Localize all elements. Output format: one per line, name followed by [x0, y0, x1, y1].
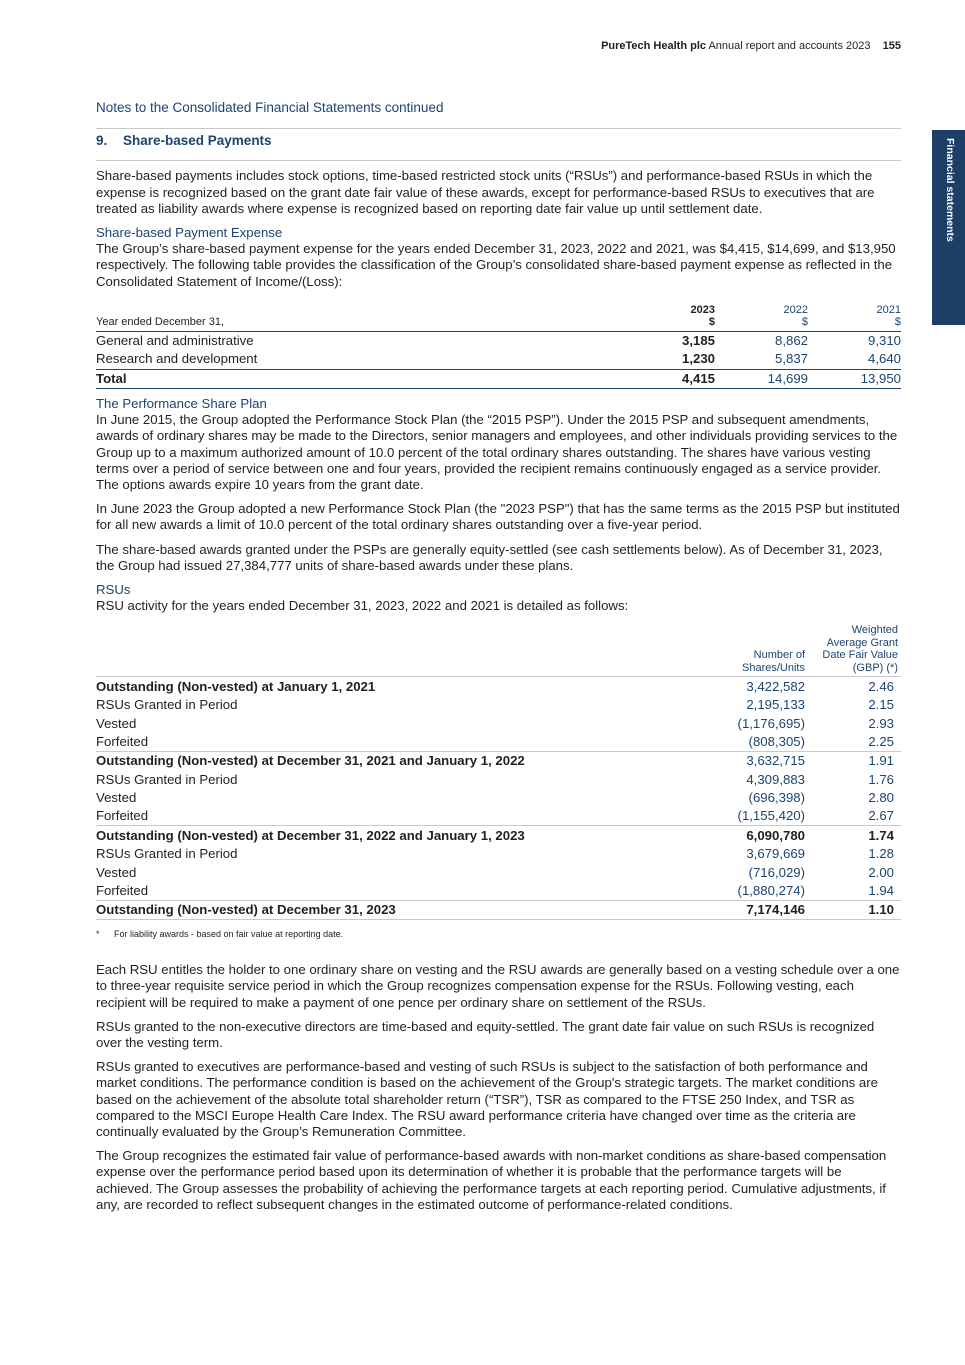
cell-2022: 8,862 — [774, 332, 808, 348]
row-label: RSUs Granted in Period — [96, 697, 238, 713]
cell-shares: 7,174,146 — [703, 900, 809, 919]
closing-paragraph-4: The Group recognizes the estimated fair value of performance-based awards with non-market conditions as share-based compensation expense over the performance period based upon its determination of whether it is probable that the performance targets will be achieved. The Group assesses the probability of achieving the performance targets at each reporting period. Cumulative adjustments, if any, are recorded to reflect subsequent changes in the estimated outcome of performance-related conditions. — [96, 1148, 887, 1212]
cell-2021: 9,310 — [867, 332, 901, 348]
col-2021: 2021 $ — [808, 304, 901, 332]
row-label: Outstanding (Non-vested) at December 31, 2022 and January 1, 2023 — [96, 826, 703, 845]
cell-shares: 3,679,669 — [746, 846, 805, 862]
row-label: Research and development — [96, 351, 258, 367]
notes-title: Notes to the Consolidated Financial Statements continued — [96, 100, 444, 115]
row-label: Vested — [96, 790, 137, 806]
closing-paragraph-2: RSUs granted to the non-executive directors are time-based and equity-settled. The grant date fair value on such RSUs is recognized over the vesting term. — [96, 1018, 875, 1050]
table-row — [96, 331, 901, 350]
rsu-table — [96, 624, 901, 920]
cell-price: 1.28 — [868, 846, 894, 862]
expense-table-header — [96, 304, 901, 332]
psp-paragraph-2: In June 2023 the Group adopted a new Performance Stock Plan (the "2023 PSP") that has the same terms as the 2015 PSP but instituted for all new awards a limit of 10.0 percent of the total ordinary shares outstanding over a five-year period. — [96, 501, 900, 533]
col-price-header: Weighted Average Grant Date Fair Value (GBP) (*) — [809, 624, 901, 677]
cell-2023: 3,185 — [681, 332, 715, 348]
intro-paragraph: Share-based payments includes stock options, time-based restricted stock units (“RSUs”) and performance-based RSUs in which the expense is recognized based on the grant date fair value of these awards, except for performance-based RSUs to executives that are treated as liability awards where expense is recognized based on reporting date fair value up until settlement date. — [96, 168, 875, 216]
table-row — [96, 900, 901, 919]
psp-heading: The Performance Share Plan — [96, 396, 267, 412]
cell-price: 2.15 — [868, 697, 894, 713]
header-doc-title: Annual report and accounts 2023 — [708, 40, 871, 52]
closing-paragraph-3: RSUs granted to executives are performance-based and vesting of such RSUs is subject to the satisfaction of both performance and market conditions. The performance condition is based on the achievement of the Group's strategic targets. The market conditions are based on the achievement of the absolute total shareholder return (“TSR”), TSR as compared to the FTSE 250 Index, and TSR as compared to the MSCI Europe Health Care Index. The RSU award performance criteria have changed over time as the criteria are continually evaluated by the Group’s Remuneration Committee. — [96, 1059, 878, 1139]
cell-price: 2.25 — [868, 733, 894, 749]
section-title: Share-based Payments — [123, 133, 272, 149]
expense-paragraph: The Group’s share-based payment expense for the years ended December 31, 2023, 2022 and 2021, was $4,415, $14,699, and $13,950 respectively. The following table provides the classification of the Group’s consolidated share-based payment expense as reflected in the Consolidated Statement of Income/(Loss): — [96, 241, 896, 289]
row-label: Outstanding (Non-vested) at December 31, 2021 and January 1, 2022 — [96, 751, 703, 770]
cell-price: 2.67 — [868, 808, 894, 824]
row-label: RSUs Granted in Period — [96, 771, 238, 787]
col-2022: 2022 $ — [715, 304, 808, 332]
row-label: Forfeited — [96, 882, 149, 898]
cell-shares: 3,422,582 — [746, 678, 805, 694]
footnote-text: For liability awards - based on fair value at reporting date. — [114, 928, 344, 939]
cell-price: 2.80 — [868, 790, 894, 806]
cell-shares: (696,398) — [748, 790, 805, 806]
cell-price: 2.93 — [868, 715, 894, 731]
row-label: Forfeited — [96, 733, 149, 749]
cell-price: 2.46 — [868, 678, 894, 694]
cell-shares: 6,090,780 — [703, 826, 809, 845]
total-2021: 13,950 — [808, 369, 901, 388]
row-label: Vested — [96, 715, 137, 731]
table-row — [96, 751, 901, 770]
table-row — [96, 845, 901, 864]
cell-price: 1.74 — [809, 826, 901, 845]
table-row — [96, 733, 901, 752]
cell-price: 1.10 — [809, 900, 901, 919]
page-header — [601, 38, 901, 54]
row-label: Forfeited — [96, 808, 149, 824]
table-row — [96, 863, 901, 882]
cell-2023: 1,230 — [681, 351, 715, 367]
main-content — [96, 100, 901, 1221]
col-2023: 2023 $ — [622, 304, 715, 332]
cell-price: 1.91 — [809, 751, 901, 770]
header-brand: PureTech Health plc — [601, 40, 706, 52]
cell-shares: (1,155,420) — [737, 808, 805, 824]
cell-shares: (716,029) — [748, 864, 805, 880]
cell-price: 1.76 — [868, 771, 894, 787]
total-2022: 14,699 — [715, 369, 808, 388]
footnote-mark: * — [96, 928, 100, 939]
row-label: General and administrative — [96, 332, 254, 348]
psp-paragraph-1: In June 2015, the Group adopted the Performance Stock Plan (the “2015 PSP”). Under the 2015 PSP and subsequent amendments, awards of ordinary shares may be made to the Directors, senior managers and employees, and other individuals providing services to the Group up to a maximum authorized amount of 10.0 percent of the total ordinary shares outstanding. The shares have various vesting terms over a period of service between one and four years, provided the recipient remains continuously engaged as a service provider. The options awards expire 10 years from the grant date. — [96, 412, 898, 493]
table-row — [96, 882, 901, 901]
section-number: 9. — [96, 133, 108, 149]
cell-2022: 5,837 — [774, 351, 808, 367]
table-row — [96, 789, 901, 808]
page-number: 155 — [882, 40, 901, 52]
expense-table — [96, 304, 901, 389]
cell-2021: 4,640 — [867, 351, 901, 367]
table-row — [96, 714, 901, 733]
table-row — [96, 826, 901, 845]
rsu-paragraph: RSU activity for the years ended December 31, 2023, 2022 and 2021 is detailed as follows: — [96, 598, 629, 614]
side-tab-financial-statements[interactable] — [932, 130, 965, 325]
cell-shares: (1,176,695) — [737, 715, 805, 731]
cell-shares: 3,632,715 — [703, 751, 809, 770]
cell-shares: (808,305) — [748, 733, 805, 749]
row-label: Vested — [96, 864, 137, 880]
expense-heading: Share-based Payment Expense — [96, 225, 283, 241]
cell-shares: 4,309,883 — [746, 771, 805, 787]
table-row — [96, 696, 901, 715]
table-row — [96, 350, 901, 369]
table-row — [96, 677, 901, 696]
table-row — [96, 807, 901, 826]
section-heading — [96, 128, 901, 161]
row-label: RSUs Granted in Period — [96, 846, 238, 862]
closing-paragraph-1: Each RSU entitles the holder to one ordinary share on vesting and the RSU awards are generally based on a vesting schedule over a one to three-year requisite service period in which the Group recognizes compensation expense for the RSUs. Following vesting, each recipient will be required to make a payment of one pence per ordinary share on settlement of the RSUs. — [96, 962, 900, 1010]
rsu-footnote — [96, 926, 901, 942]
total-label: Total — [96, 369, 622, 388]
psp-paragraph-3: The share-based awards granted under the PSPs are generally equity-settled (see cash settlements below). As of December 31, 2023, the Group had issued 27,384,777 units of share-based awards under these plans. — [96, 541, 883, 573]
total-2023: 4,415 — [622, 369, 715, 388]
expense-label-header: Year ended December 31, — [96, 304, 622, 332]
total-row — [96, 369, 901, 388]
rsu-heading: RSUs — [96, 582, 131, 598]
col-shares-header: Number of Shares/Units — [703, 624, 809, 677]
row-label: Outstanding (Non-vested) at December 31, 2023 — [96, 900, 703, 919]
rsu-table-header — [96, 624, 901, 677]
side-tab-label: Financial statements — [944, 138, 957, 242]
cell-shares: 2,195,133 — [746, 697, 805, 713]
cell-price: 1.94 — [868, 882, 894, 898]
table-row — [96, 770, 901, 789]
cell-price: 2.00 — [868, 864, 894, 880]
cell-shares: (1,880,274) — [737, 882, 805, 898]
row-label: Outstanding (Non-vested) at January 1, 2021 — [96, 678, 376, 694]
